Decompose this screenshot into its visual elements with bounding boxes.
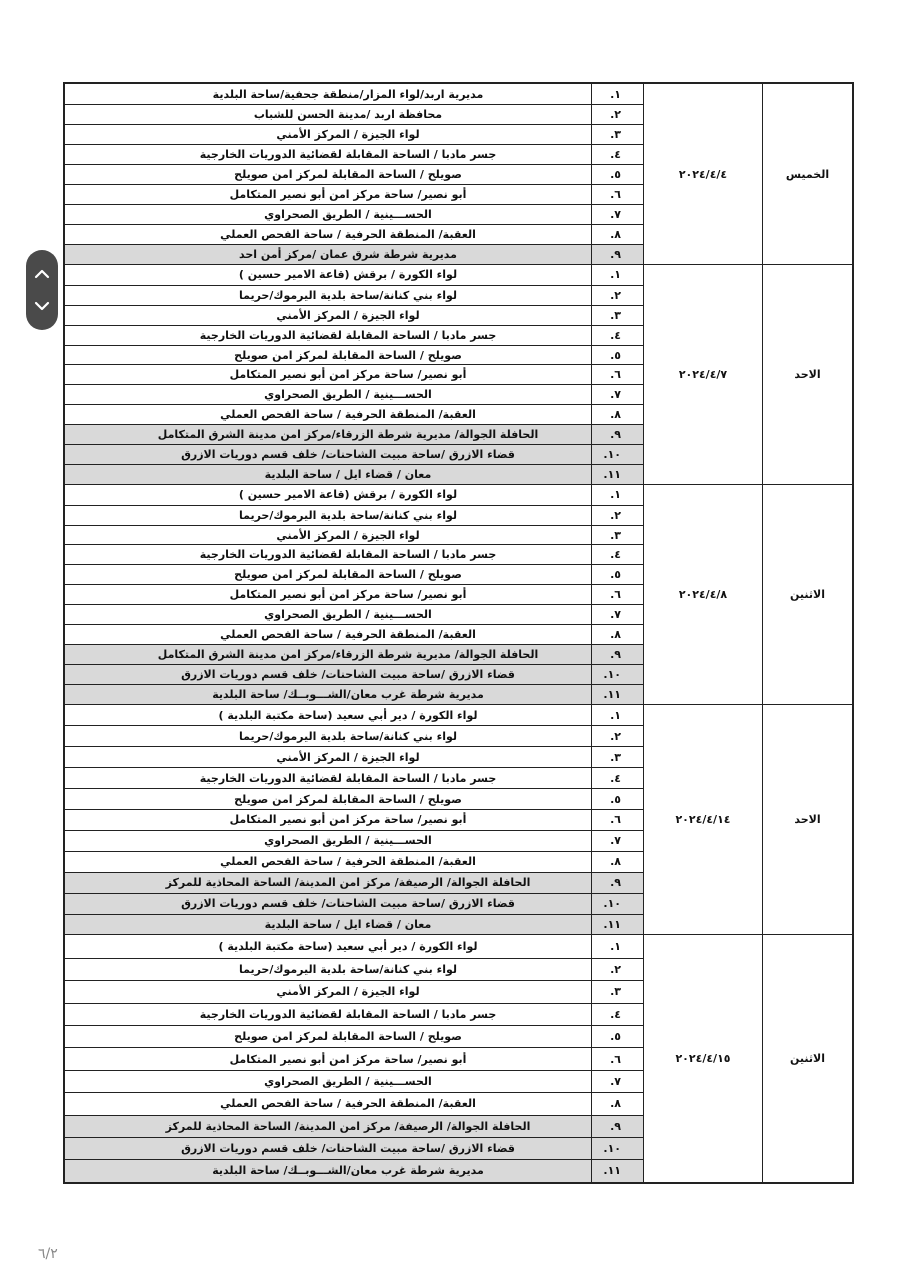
row-number: .١١ bbox=[591, 465, 643, 484]
table-row bbox=[65, 705, 643, 726]
location-text: صويلح / الساحة المقابلة لمركز امن صويلح bbox=[234, 568, 462, 582]
table-row bbox=[65, 384, 643, 404]
location-text: لواء الكورة / برقش (قاعة الامير حسين ) bbox=[238, 268, 458, 282]
location-text: قضاء الازرق /ساحة مبيت الشاحنات/ خلف قسم دوريات الازرق bbox=[181, 1142, 515, 1156]
row-number: .١٠ bbox=[591, 894, 643, 914]
day-date: ٢٠٢٤/٤/١٥ bbox=[643, 935, 762, 1181]
row-number: .٨ bbox=[591, 405, 643, 424]
row-number: .٢ bbox=[591, 105, 643, 124]
row-number: .٣ bbox=[591, 306, 643, 325]
row-number: .٥ bbox=[591, 789, 643, 809]
table-row bbox=[65, 893, 643, 914]
table-row bbox=[65, 424, 643, 444]
table-row bbox=[65, 184, 643, 204]
table-row bbox=[65, 285, 643, 305]
row-number: .٥ bbox=[591, 165, 643, 184]
row-number: .٨ bbox=[591, 1093, 643, 1114]
table-row bbox=[65, 914, 643, 935]
table-row bbox=[65, 935, 643, 957]
location-text: الحافلة الجوالة/ مديرية شرطة الزرقاء/مركز امن مدينة الشرق المتكامل bbox=[157, 647, 539, 661]
row-number: .٩ bbox=[591, 1116, 643, 1137]
row-number: .٨ bbox=[591, 625, 643, 644]
table-row bbox=[65, 464, 643, 484]
table-row bbox=[65, 809, 643, 830]
location-text: قضاء الازرق /ساحة مبيت الشاحنات/ خلف قسم دوريات الازرق bbox=[181, 667, 515, 681]
location-text: الحســـينية / الطريق الصحراوي bbox=[264, 388, 432, 402]
table-row bbox=[65, 305, 643, 325]
location-text: لواء بني كنانة/ساحة بلدية اليرموك/حريما bbox=[238, 729, 458, 743]
row-number: .٩ bbox=[591, 873, 643, 893]
location-text: لواء الجيزة / المركز الأمني bbox=[276, 985, 420, 999]
day-block bbox=[65, 264, 852, 484]
day-block bbox=[65, 484, 852, 704]
table-row bbox=[65, 830, 643, 851]
table-row bbox=[65, 1070, 643, 1092]
table-row bbox=[65, 525, 643, 545]
row-number: .١ bbox=[591, 705, 643, 726]
location-text: لواء الجيزة / المركز الأمني bbox=[276, 128, 420, 141]
table-row bbox=[65, 244, 643, 264]
location-text: لواء الكورة / دير أبي سعيد (ساحة مكتبة البلدية ) bbox=[218, 940, 478, 954]
location-text: صويلح / الساحة المقابلة لمركز امن صويلح bbox=[234, 348, 462, 362]
location-text: لواء الجيزة / المركز الأمني bbox=[276, 308, 420, 322]
location-text: لواء الجيزة / المركز الأمني bbox=[276, 750, 420, 764]
location-text: جسر مادبا / الساحة المقابلة لقضائية الدوريات الخارجية bbox=[199, 771, 497, 785]
location-text: مديرية شرطة غرب معان/الشـــوبــك/ ساحة البلدية bbox=[212, 1164, 484, 1178]
table-row bbox=[65, 144, 643, 164]
location-text: صويلح / الساحة المقابلة لمركز امن صويلح bbox=[234, 1030, 462, 1044]
table-row bbox=[65, 725, 643, 746]
location-text: الحافلة الجوالة/ الرصيفة/ مركز امن المدينة/ الساحة المحاذية للمركز bbox=[165, 876, 531, 890]
row-number: .١٠ bbox=[591, 445, 643, 464]
table-row bbox=[65, 1137, 643, 1159]
row-number: .٥ bbox=[591, 1026, 643, 1047]
table-row bbox=[65, 444, 643, 464]
day-block bbox=[65, 704, 852, 935]
table-row bbox=[65, 1025, 643, 1047]
row-number: .١ bbox=[591, 84, 643, 104]
location-text: مديرية اربد/لواء المزار/منطقة جحفية/ساحة البلدية bbox=[212, 87, 484, 101]
table-row bbox=[65, 788, 643, 809]
row-number: .٦ bbox=[591, 185, 643, 204]
table-row bbox=[65, 980, 643, 1002]
row-number: .١ bbox=[591, 265, 643, 285]
table-row bbox=[65, 1159, 643, 1181]
scroll-down-button[interactable] bbox=[26, 286, 58, 326]
location-text: جسر مادبا / الساحة المقابلة لقضائية الدوريات الخارجية bbox=[199, 148, 497, 161]
row-number: .١ bbox=[591, 935, 643, 957]
day-name: الاحد bbox=[762, 705, 852, 935]
table-row bbox=[65, 104, 643, 124]
table-row bbox=[65, 204, 643, 224]
row-number: .١ bbox=[591, 485, 643, 505]
row-number: .١١ bbox=[591, 685, 643, 704]
row-number: .٤ bbox=[591, 1004, 643, 1025]
row-number: .٦ bbox=[591, 810, 643, 830]
table-row bbox=[65, 624, 643, 644]
location-text: الحســـينية / الطريق الصحراوي bbox=[264, 208, 432, 221]
table-row bbox=[65, 364, 643, 384]
table-row bbox=[65, 345, 643, 365]
table-row bbox=[65, 404, 643, 424]
day-block bbox=[65, 934, 852, 1181]
day-name: الاثنين bbox=[762, 935, 852, 1181]
scroll-controls bbox=[26, 250, 58, 330]
row-number: .٤ bbox=[591, 545, 643, 564]
table-row bbox=[65, 505, 643, 525]
row-number: .٩ bbox=[591, 645, 643, 664]
location-text: أبو نصير/ ساحة مركز امن أبو نصير المتكامل bbox=[229, 813, 467, 827]
location-text: جسر مادبا / الساحة المقابلة لقضائية الدوريات الخارجية bbox=[199, 1007, 497, 1021]
row-number: .٤ bbox=[591, 768, 643, 788]
location-text: معان / قضاء ايل / ساحة البلدية bbox=[264, 917, 432, 931]
row-number: .١١ bbox=[591, 1160, 643, 1181]
day-date: ٢٠٢٤/٤/١٤ bbox=[643, 705, 762, 935]
page-number: ٦/٢ bbox=[38, 1246, 58, 1262]
schedule-table bbox=[63, 82, 854, 1184]
day-name: الخميس bbox=[762, 84, 852, 264]
table-row bbox=[65, 872, 643, 893]
chevron-down-icon bbox=[34, 301, 50, 311]
row-number: .٢ bbox=[591, 959, 643, 980]
location-text: قضاء الازرق /ساحة مبيت الشاحنات/ خلف قسم دوريات الازرق bbox=[181, 897, 515, 911]
table-row bbox=[65, 564, 643, 584]
table-row bbox=[65, 485, 643, 505]
row-number: .١١ bbox=[591, 915, 643, 935]
row-number: .٧ bbox=[591, 1071, 643, 1092]
day-name: الاحد bbox=[762, 265, 852, 484]
location-text: أبو نصير/ ساحة مركز امن أبو نصير المتكامل bbox=[229, 588, 467, 602]
location-text: الحســـينية / الطريق الصحراوي bbox=[264, 1074, 432, 1088]
location-text: قضاء الازرق /ساحة مبيت الشاحنات/ خلف قسم دوريات الازرق bbox=[181, 447, 515, 461]
table-row bbox=[65, 644, 643, 664]
table-row bbox=[65, 1047, 643, 1069]
row-number: .٧ bbox=[591, 205, 643, 224]
table-row bbox=[65, 604, 643, 624]
location-text: لواء بني كنانة/ساحة بلدية اليرموك/حريما bbox=[238, 508, 458, 522]
table-row bbox=[65, 1115, 643, 1137]
row-number: .٣ bbox=[591, 125, 643, 144]
location-text: أبو نصير/ ساحة مركز امن أبو نصير المتكامل bbox=[229, 188, 467, 201]
location-text: معان / قضاء ايل / ساحة البلدية bbox=[264, 467, 432, 481]
table-row bbox=[65, 958, 643, 980]
row-number: .٧ bbox=[591, 385, 643, 404]
row-number: .٨ bbox=[591, 852, 643, 872]
location-text: جسر مادبا / الساحة المقابلة لقضائية الدوريات الخارجية bbox=[199, 328, 497, 342]
row-number: .١٠ bbox=[591, 1138, 643, 1159]
location-text: لواء الجيزة / المركز الأمني bbox=[276, 528, 420, 542]
location-text: لواء الكورة / برقش (قاعة الامير حسين ) bbox=[238, 488, 458, 502]
table-row bbox=[65, 164, 643, 184]
row-number: .٢ bbox=[591, 286, 643, 305]
location-text: الحســـينية / الطريق الصحراوي bbox=[264, 608, 432, 622]
location-text: لواء بني كنانة/ساحة بلدية اليرموك/حريما bbox=[238, 962, 458, 976]
location-text: الحافلة الجوالة/ الرصيفة/ مركز امن المدينة/ الساحة المحاذية للمركز bbox=[165, 1119, 531, 1133]
table-row bbox=[65, 664, 643, 684]
row-number: .٤ bbox=[591, 326, 643, 345]
table-row bbox=[65, 584, 643, 604]
row-number: .٢ bbox=[591, 506, 643, 525]
row-number: .٩ bbox=[591, 425, 643, 444]
table-row bbox=[65, 265, 643, 285]
location-text: صويلح / الساحة المقابلة لمركز امن صويلح bbox=[234, 792, 462, 806]
location-text: الحافلة الجوالة/ مديرية شرطة الزرقاء/مركز امن مدينة الشرق المتكامل bbox=[157, 428, 539, 442]
row-number: .٤ bbox=[591, 145, 643, 164]
row-number: .٧ bbox=[591, 605, 643, 624]
location-text: جسر مادبا / الساحة المقابلة لقضائية الدوريات الخارجية bbox=[199, 548, 497, 562]
row-number: .٨ bbox=[591, 225, 643, 244]
location-text: العقبة/ المنطقة الحرفية / ساحة الفحص العملي bbox=[220, 627, 476, 641]
table-row bbox=[65, 84, 643, 104]
row-number: .١٠ bbox=[591, 665, 643, 684]
row-number: .٩ bbox=[591, 245, 643, 264]
location-text: العقبة/ المنطقة الحرفية / ساحة الفحص العملي bbox=[220, 228, 476, 241]
location-text: محافظة اربد /مدينة الحسن للشباب bbox=[253, 108, 443, 121]
table-row bbox=[65, 1003, 643, 1025]
location-text: أبو نصير/ ساحة مركز امن أبو نصير المتكامل bbox=[229, 368, 467, 382]
row-number: .٣ bbox=[591, 526, 643, 545]
row-number: .٧ bbox=[591, 831, 643, 851]
day-block bbox=[65, 84, 852, 264]
row-number: .٦ bbox=[591, 1048, 643, 1069]
row-number: .٥ bbox=[591, 565, 643, 584]
row-number: .٦ bbox=[591, 585, 643, 604]
chevron-up-icon bbox=[34, 269, 50, 279]
day-name: الاثنين bbox=[762, 485, 852, 704]
row-number: .٣ bbox=[591, 747, 643, 767]
location-text: العقبة/ المنطقة الحرفية / ساحة الفحص العملي bbox=[220, 1097, 476, 1111]
table-row bbox=[65, 544, 643, 564]
day-date: ٢٠٢٤/٤/٨ bbox=[643, 485, 762, 704]
location-text: لواء بني كنانة/ساحة بلدية اليرموك/حريما bbox=[238, 288, 458, 302]
location-text: العقبة/ المنطقة الحرفية / ساحة الفحص العملي bbox=[220, 408, 476, 422]
table-row bbox=[65, 746, 643, 767]
location-text: صويلح / الساحة المقابلة لمركز امن صويلح bbox=[234, 168, 462, 181]
table-row bbox=[65, 325, 643, 345]
day-date: ٢٠٢٤/٤/٧ bbox=[643, 265, 762, 484]
location-text: لواء الكورة / دير أبي سعيد (ساحة مكتبة البلدية ) bbox=[218, 708, 478, 722]
location-text: العقبة/ المنطقة الحرفية / ساحة الفحص العملي bbox=[220, 855, 476, 869]
location-text: مديرية شرطة غرب معان/الشـــوبــك/ ساحة البلدية bbox=[212, 687, 484, 701]
table-row bbox=[65, 767, 643, 788]
table-row bbox=[65, 851, 643, 872]
location-text: الحســـينية / الطريق الصحراوي bbox=[264, 834, 432, 848]
day-date: ٢٠٢٤/٤/٤ bbox=[643, 84, 762, 264]
location-text: مديرية شرطة شرق عمان /مركز أمن احد bbox=[239, 248, 457, 261]
row-number: .٦ bbox=[591, 365, 643, 384]
row-number: .٥ bbox=[591, 346, 643, 365]
table-row bbox=[65, 124, 643, 144]
table-row bbox=[65, 1092, 643, 1114]
row-number: .٣ bbox=[591, 981, 643, 1002]
location-text: أبو نصير/ ساحة مركز امن أبو نصير المتكامل bbox=[229, 1052, 467, 1066]
row-number: .٢ bbox=[591, 726, 643, 746]
table-row bbox=[65, 224, 643, 244]
table-row bbox=[65, 684, 643, 704]
